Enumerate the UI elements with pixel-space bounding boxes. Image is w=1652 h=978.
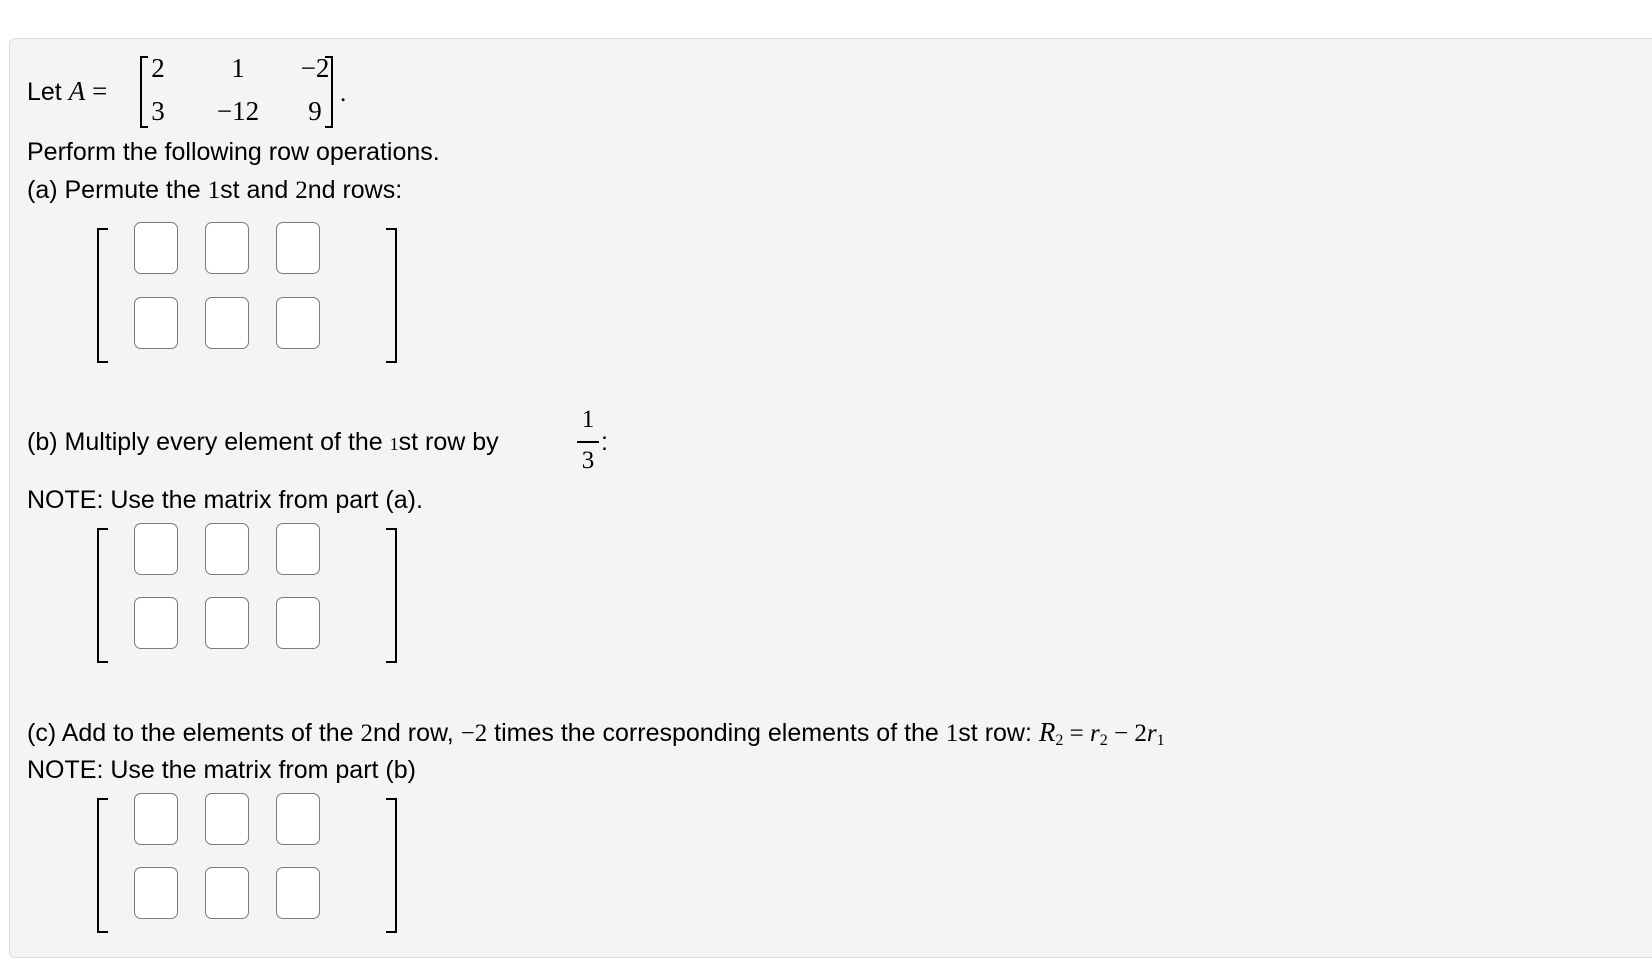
part-c-prompt: (c) Add to the elements of the 2nd row, −2 times the corresponding elements of the 1st row: $R_2 = r_2 - 2r_1$ (27, 717, 1165, 749)
answer-a-r1c3-input[interactable] (276, 222, 320, 274)
given-matrix-cell: 9 (308, 96, 322, 126)
answer-c-r1c2-input[interactable] (205, 793, 249, 845)
answer-c-r2c1-input[interactable] (134, 867, 178, 919)
answer-a-r1c1-input[interactable] (134, 222, 178, 274)
answer-b-r1c1-input[interactable] (134, 523, 178, 575)
part-b-colon: : (601, 428, 608, 456)
matrix-b-right-bracket (386, 528, 397, 663)
fraction-bar (577, 441, 599, 443)
matrix-a-left-bracket (97, 228, 108, 363)
given-matrix-cell: 1 (231, 53, 245, 83)
part-a-prompt: (a) Permute the 1st and 2nd rows: (27, 176, 403, 204)
part-c-note: NOTE: Use the matrix from part (b) (27, 756, 416, 784)
intro-line (27, 76, 107, 107)
answer-b-r1c2-input[interactable] (205, 523, 249, 575)
answer-b-r2c1-input[interactable] (134, 597, 178, 649)
answer-c-r2c2-input[interactable] (205, 867, 249, 919)
answer-b-r2c2-input[interactable] (205, 597, 249, 649)
fraction-numerator: 1 (581, 406, 595, 433)
answer-a-r2c1-input[interactable] (134, 297, 178, 349)
matrix-name: A (68, 76, 86, 106)
fraction-denominator: 3 (581, 447, 595, 474)
given-matrix-cell: −12 (216, 96, 260, 126)
equals-sign: = (92, 76, 108, 106)
answer-a-r2c3-input[interactable] (276, 297, 320, 349)
intro-period: . (340, 80, 347, 107)
given-matrix-cell: 2 (151, 53, 165, 83)
part-b-note: NOTE: Use the matrix from part (a). (27, 486, 423, 514)
matrix-c-left-bracket (97, 798, 108, 933)
instruction-text: Perform the following row operations. (27, 138, 440, 166)
let-label: Let (27, 78, 62, 106)
part-b-prompt: (b) Multiply every element of the 1st row by (27, 428, 499, 456)
matrix-c-right-bracket (386, 798, 397, 933)
matrix-a-right-bracket (386, 228, 397, 363)
given-matrix-cell: 3 (151, 96, 165, 126)
matrix-b-left-bracket (97, 528, 108, 663)
answer-a-r1c2-input[interactable] (205, 222, 249, 274)
answer-c-r1c1-input[interactable] (134, 793, 178, 845)
answer-c-r1c3-input[interactable] (276, 793, 320, 845)
answer-c-r2c3-input[interactable] (276, 867, 320, 919)
answer-b-r2c3-input[interactable] (276, 597, 320, 649)
answer-a-r2c2-input[interactable] (205, 297, 249, 349)
answer-b-r1c3-input[interactable] (276, 523, 320, 575)
given-matrix-cell: −2 (300, 53, 330, 83)
